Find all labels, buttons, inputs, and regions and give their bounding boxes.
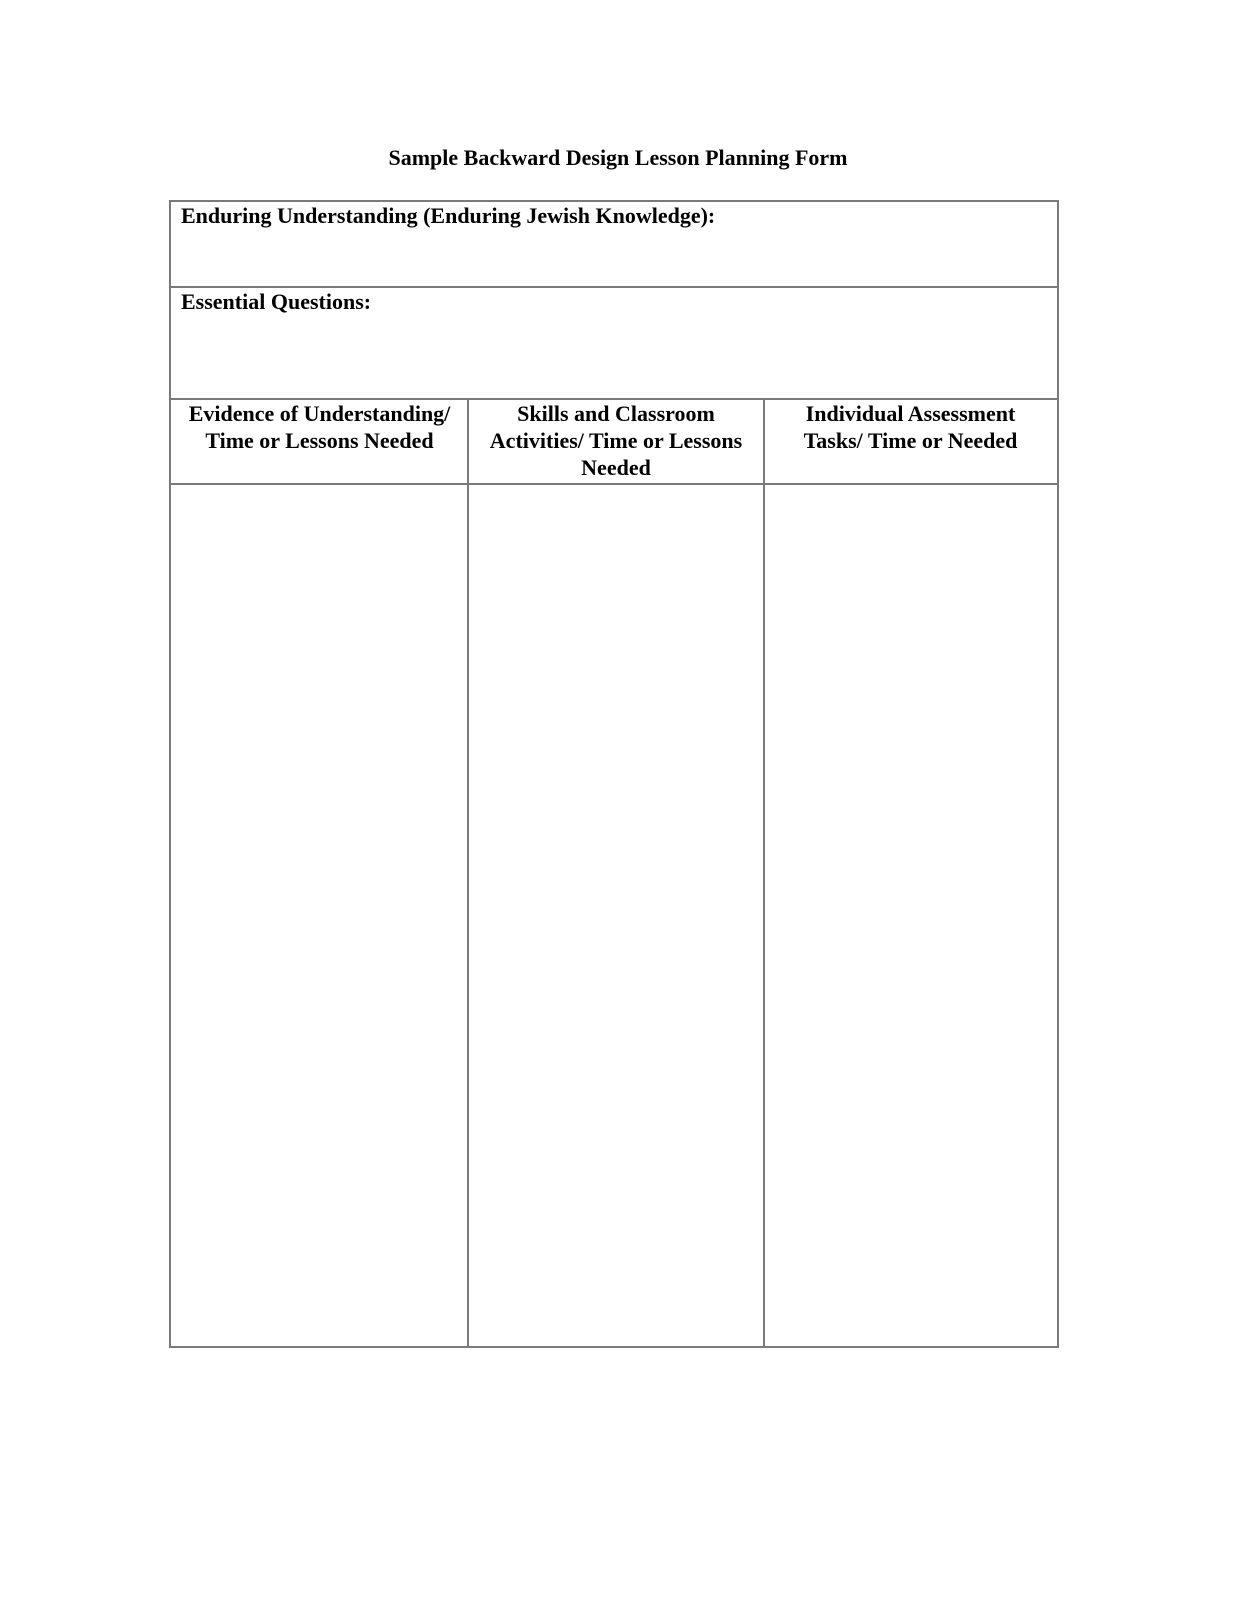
column-header-label: Skills and Classroom Activities/ Time or Lessons Needed [489, 401, 743, 480]
enduring-understanding-section[interactable] [171, 202, 1057, 288]
column-header-skills [468, 400, 764, 485]
evidence-entry-cell[interactable] [171, 485, 468, 1346]
column-divider [467, 400, 469, 1346]
essential-questions-section[interactable] [171, 288, 1057, 400]
column-header-assessment [764, 400, 1057, 485]
skills-entry-cell[interactable] [468, 485, 764, 1346]
column-header-label: Evidence of Understanding/ Time or Lessons Needed [188, 401, 451, 453]
page-title: Sample Backward Design Lesson Planning Form [388, 145, 848, 170]
enduring-understanding-label: Enduring Understanding (Enduring Jewish Knowledge): [181, 203, 716, 228]
column-header-evidence [171, 400, 468, 485]
column-header-label: Individual Assessment Tasks/ Time or Needed [803, 401, 1018, 453]
column-divider [763, 400, 765, 1346]
lesson-planning-table [169, 200, 1059, 1348]
assessment-entry-cell[interactable] [764, 485, 1057, 1346]
essential-questions-label: Essential Questions: [181, 289, 372, 314]
